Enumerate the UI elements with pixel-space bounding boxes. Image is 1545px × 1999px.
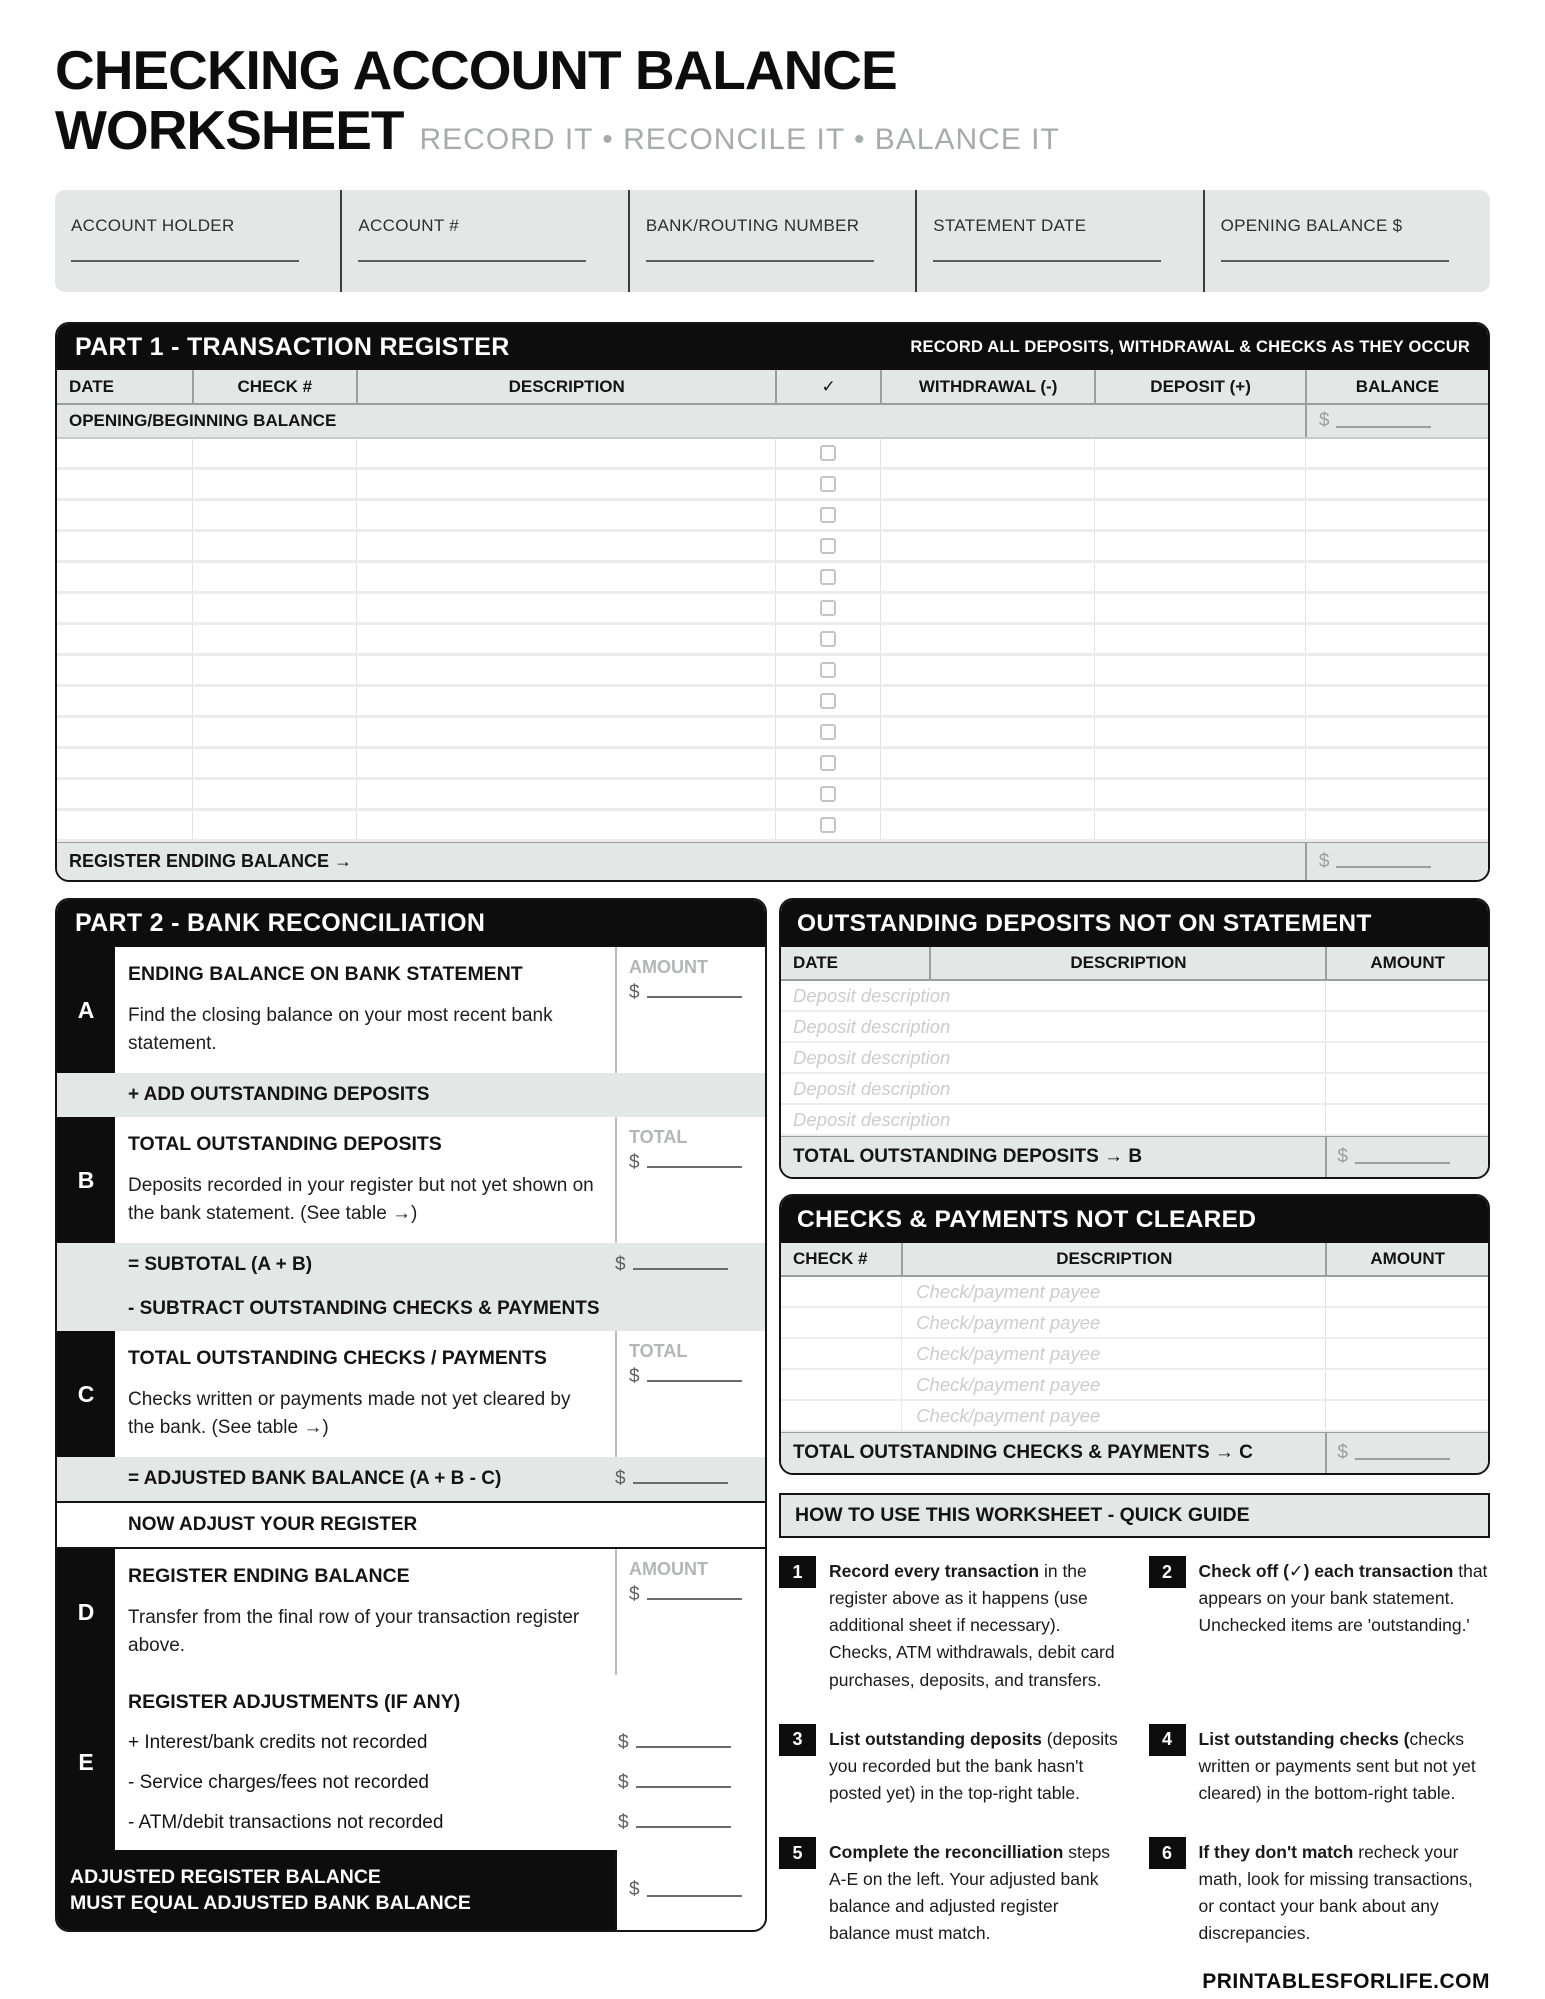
tip-6: 6 If they don't match recheck your math, look for missing transactions, or contact your bank about any discrepancies.: [1149, 1837, 1491, 1948]
withdrawal-cell[interactable]: [880, 501, 1095, 529]
row-e: [57, 1675, 765, 1850]
tip-2: 2 Check off (✓) each transaction that appears on your bank statement. Unchecked items are 'outstanding.': [1149, 1556, 1491, 1694]
description-cell[interactable]: [356, 501, 775, 529]
deposit-description-cell[interactable]: Deposit description: [793, 1015, 951, 1037]
row-a-input-line[interactable]: [647, 985, 742, 998]
tip-4: 4 List outstanding checks (checks written or payments sent but not yet cleared) in the bottom-right table.: [1149, 1724, 1491, 1807]
deposit-amount-cell[interactable]: [1325, 1105, 1488, 1134]
check-description-cell[interactable]: Check/payment payee: [901, 1308, 1325, 1337]
account-holder-field: [55, 190, 340, 292]
row-a-amount-cell: AMOUNT $: [615, 947, 765, 1073]
row-b-amount-cell: TOTAL $: [615, 1117, 765, 1243]
withdrawal-cell[interactable]: [880, 780, 1095, 808]
withdrawal-cell[interactable]: [880, 656, 1095, 684]
description-cell[interactable]: [356, 594, 775, 622]
transaction-cleared-checkbox[interactable]: [820, 662, 836, 678]
adjusted-register-balance-cell[interactable]: $: [615, 1850, 765, 1930]
deposits-col-description: DESCRIPTION: [929, 947, 1325, 979]
check-number-cell[interactable]: [192, 563, 357, 591]
withdrawal-cell[interactable]: [880, 470, 1095, 498]
deposit-cell[interactable]: [1094, 687, 1304, 715]
part2-title: PART 2 - BANK RECONCILIATION: [57, 900, 765, 947]
deposit-cell[interactable]: [1094, 470, 1304, 498]
withdrawal-cell[interactable]: [880, 625, 1095, 653]
checkmark-cell: [775, 687, 879, 715]
check-amount-cell[interactable]: [1325, 1370, 1488, 1399]
withdrawal-cell[interactable]: [880, 439, 1095, 467]
part1-header: [57, 324, 1488, 370]
tip-4-number: 4: [1149, 1724, 1186, 1756]
check-description-cell[interactable]: Check/payment payee: [901, 1370, 1325, 1399]
transaction-cleared-checkbox[interactable]: [820, 724, 836, 740]
transaction-cleared-checkbox[interactable]: [820, 507, 836, 523]
register-row: [57, 470, 1488, 501]
check-number-cell[interactable]: [192, 594, 357, 622]
subtract-checks-band: - SUBTRACT OUTSTANDING CHECKS & PAYMENTS: [57, 1287, 765, 1331]
opening-balance-label: OPENING BALANCE $: [1220, 216, 1403, 236]
deposit-cell[interactable]: [1094, 780, 1304, 808]
checks-total-input-line[interactable]: [1355, 1447, 1450, 1460]
check-number-cell[interactable]: [192, 501, 357, 529]
row-d: [57, 1549, 765, 1675]
date-cell[interactable]: [57, 625, 192, 653]
check-number-cell[interactable]: [781, 1370, 901, 1399]
check-number-cell[interactable]: [192, 470, 357, 498]
row-d-input-line[interactable]: [647, 1587, 742, 1600]
withdrawal-cell[interactable]: [880, 563, 1095, 591]
description-cell[interactable]: [356, 532, 775, 560]
deposit-amount-cell[interactable]: [1325, 981, 1488, 1010]
deposit-amount-cell[interactable]: [1325, 1012, 1488, 1041]
deposit-cell[interactable]: [1094, 439, 1304, 467]
check-amount-cell[interactable]: [1325, 1339, 1488, 1368]
col-deposit: DEPOSIT (+): [1094, 370, 1304, 403]
part1-transaction-register: [55, 322, 1490, 882]
outstanding-deposits-table: [779, 898, 1490, 1179]
deposit-row: [781, 1074, 1488, 1105]
deposit-row: [781, 981, 1488, 1012]
transaction-cleared-checkbox[interactable]: [820, 569, 836, 585]
row-c-amount-cell: TOTAL $: [615, 1331, 765, 1457]
balance-cell[interactable]: [1305, 501, 1488, 529]
part1-column-headers: [57, 370, 1488, 405]
register-ending-balance-cell[interactable]: $: [1305, 843, 1488, 880]
outstanding-deposits-title: OUTSTANDING DEPOSITS NOT ON STATEMENT: [781, 900, 1488, 947]
checkmark-cell: [775, 780, 879, 808]
deposit-description-cell[interactable]: Deposit description: [793, 1046, 951, 1068]
row-c-title: TOTAL OUTSTANDING CHECKS / PAYMENTS: [128, 1347, 547, 1370]
date-cell[interactable]: [57, 532, 192, 560]
description-cell[interactable]: [356, 625, 775, 653]
deposit-cell[interactable]: [1094, 656, 1304, 684]
check-number-cell[interactable]: [781, 1277, 901, 1306]
check-number-cell[interactable]: [192, 532, 357, 560]
tip-5-number: 5: [779, 1837, 816, 1869]
check-number-cell[interactable]: [192, 439, 357, 467]
subtotal-amount: $: [615, 1254, 765, 1276]
register-row: [57, 532, 1488, 563]
account-number-input-line[interactable]: [358, 260, 586, 262]
tip-6-number: 6: [1149, 1837, 1186, 1869]
deposit-description-cell[interactable]: Deposit description: [793, 1108, 951, 1130]
checks-col-description: DESCRIPTION: [901, 1243, 1325, 1275]
checks-not-cleared-title: CHECKS & PAYMENTS NOT CLEARED: [781, 1196, 1488, 1243]
service-charges-input-line[interactable]: [636, 1775, 731, 1788]
register-row: [57, 780, 1488, 811]
adjusted-register-input-line[interactable]: [647, 1884, 742, 1897]
description-cell[interactable]: [356, 656, 775, 684]
row-c-input-line[interactable]: [647, 1369, 742, 1382]
check-number-cell[interactable]: [781, 1308, 901, 1337]
col-checkmark: ✓: [775, 370, 879, 403]
deposits-rows: [781, 981, 1488, 1136]
check-number-cell[interactable]: [192, 625, 357, 653]
transaction-cleared-checkbox[interactable]: [820, 817, 836, 833]
checkmark-cell: [775, 439, 879, 467]
checks-col-amount: AMOUNT: [1325, 1243, 1488, 1275]
statement-date-field: [915, 190, 1202, 292]
checks-total-label: TOTAL OUTSTANDING CHECKS & PAYMENTS → C: [793, 1442, 1253, 1464]
date-cell[interactable]: [57, 501, 192, 529]
transaction-cleared-checkbox[interactable]: [820, 538, 836, 554]
row-c-letter: C: [57, 1331, 115, 1457]
tip-1-number: 1: [779, 1556, 816, 1588]
deposits-total-input-line[interactable]: [1355, 1151, 1450, 1164]
balance-cell[interactable]: [1305, 749, 1488, 777]
tip-2-number: 2: [1149, 1556, 1186, 1588]
balance-cell[interactable]: [1305, 780, 1488, 808]
deposit-description-cell[interactable]: Deposit description: [793, 1077, 951, 1099]
deposit-amount-cell[interactable]: [1325, 1043, 1488, 1072]
row-d-letter: D: [57, 1549, 115, 1675]
withdrawal-cell[interactable]: [880, 718, 1095, 746]
deposit-cell[interactable]: [1094, 625, 1304, 653]
page-subtitle: RECORD IT • RECONCILE IT • BALANCE IT: [419, 123, 1060, 157]
description-cell[interactable]: [356, 563, 775, 591]
opening-balance-cell[interactable]: $: [1305, 405, 1488, 437]
check-number-cell[interactable]: [781, 1401, 901, 1430]
col-date: DATE: [69, 376, 115, 396]
balance-cell[interactable]: [1305, 532, 1488, 560]
register-ending-balance-label: REGISTER ENDING BALANCE →: [69, 851, 353, 872]
date-cell[interactable]: [57, 749, 192, 777]
row-d-amount-label: AMOUNT: [629, 1559, 708, 1580]
deposit-cell[interactable]: [1094, 501, 1304, 529]
balance-cell[interactable]: [1305, 439, 1488, 467]
row-d-desc: Transfer from the final row of your transaction register above.: [128, 1607, 580, 1656]
tip-3: 3 List outstanding deposits (deposits you recorded but the bank hasn't posted yet) in the top-right table.: [779, 1724, 1121, 1807]
deposits-total-cell[interactable]: $: [1325, 1137, 1488, 1177]
transaction-cleared-checkbox[interactable]: [820, 755, 836, 771]
balance-cell[interactable]: [1305, 687, 1488, 715]
col-balance: BALANCE: [1305, 370, 1488, 403]
deposit-amount-cell[interactable]: [1325, 1074, 1488, 1103]
account-holder-label: ACCOUNT HOLDER: [71, 216, 235, 236]
checkmark-cell: [775, 501, 879, 529]
opening-balance-field: [1203, 190, 1490, 292]
description-cell[interactable]: [356, 749, 775, 777]
check-amount-cell[interactable]: [1325, 1308, 1488, 1337]
col-withdrawal: WITHDRAWAL (-): [880, 370, 1095, 403]
register-empty-rows: [57, 439, 1488, 842]
deposit-row: [781, 1043, 1488, 1074]
checkmark-cell: [775, 656, 879, 684]
register-ending-balance-input-line[interactable]: [1336, 855, 1431, 868]
check-number-cell[interactable]: [192, 780, 357, 808]
description-cell[interactable]: [356, 718, 775, 746]
transaction-cleared-checkbox[interactable]: [820, 693, 836, 709]
date-cell[interactable]: [57, 470, 192, 498]
balance-cell[interactable]: [1305, 656, 1488, 684]
description-cell[interactable]: [356, 470, 775, 498]
transaction-cleared-checkbox[interactable]: [820, 631, 836, 647]
checks-not-cleared-table: [779, 1194, 1490, 1475]
date-cell[interactable]: [57, 656, 192, 684]
statement-date-label: STATEMENT DATE: [933, 216, 1087, 236]
col-check-number: CHECK #: [192, 370, 357, 403]
deposits-col-date: DATE: [793, 953, 839, 973]
check-row: [781, 1339, 1488, 1370]
subtotal-band: = SUBTOTAL (A + B) $: [57, 1243, 765, 1287]
checks-col-number: CHECK #: [793, 1249, 868, 1269]
description-cell[interactable]: [356, 439, 775, 467]
interest-input-line[interactable]: [636, 1735, 731, 1748]
row-b-desc: Deposits recorded in your register but not yet shown on the bank statement. (See table →): [128, 1175, 594, 1224]
description-cell[interactable]: [356, 811, 775, 839]
deposit-cell[interactable]: [1094, 749, 1304, 777]
deposits-total-row: [781, 1136, 1488, 1177]
atm-debit-input-line[interactable]: [636, 1815, 731, 1828]
register-ending-balance-row: [57, 842, 1488, 880]
check-row: [781, 1308, 1488, 1339]
deposit-description-cell[interactable]: Deposit description: [793, 984, 951, 1006]
register-row: [57, 439, 1488, 470]
transaction-cleared-checkbox[interactable]: [820, 445, 836, 461]
register-row: [57, 811, 1488, 842]
balance-cell[interactable]: [1305, 625, 1488, 653]
col-description: DESCRIPTION: [356, 370, 775, 403]
deposit-row: [781, 1012, 1488, 1043]
row-a-letter: A: [57, 947, 115, 1073]
account-number-label: ACCOUNT #: [358, 216, 460, 236]
check-number-cell[interactable]: [192, 811, 357, 839]
balance-cell[interactable]: [1305, 811, 1488, 839]
register-row: [57, 656, 1488, 687]
checkmark-cell: [775, 749, 879, 777]
check-description-cell[interactable]: Check/payment payee: [901, 1277, 1325, 1306]
subtotal-input-line[interactable]: [633, 1257, 728, 1270]
bank-routing-label: BANK/ROUTING NUMBER: [645, 216, 860, 236]
checkmark-cell: [775, 470, 879, 498]
tip-5: 5 Complete the reconcilliation steps A-E on the left. Your adjusted bank balance and adjusted register balance must match.: [779, 1837, 1121, 1948]
check-description-cell[interactable]: Check/payment payee: [901, 1401, 1325, 1430]
description-cell[interactable]: [356, 687, 775, 715]
adjusted-register-balance-line1: ADJUSTED REGISTER BALANCE: [70, 1866, 381, 1889]
transaction-cleared-checkbox[interactable]: [820, 600, 836, 616]
row-e-title: REGISTER ADJUSTMENTS (IF ANY): [128, 1691, 461, 1714]
register-row: [57, 749, 1488, 780]
checkmark-cell: [775, 718, 879, 746]
check-description-cell[interactable]: Check/payment payee: [901, 1339, 1325, 1368]
transaction-cleared-checkbox[interactable]: [820, 476, 836, 492]
balance-cell[interactable]: [1305, 594, 1488, 622]
account-info-bar: [55, 190, 1490, 292]
deposit-cell[interactable]: [1094, 563, 1304, 591]
check-amount-cell[interactable]: [1325, 1401, 1488, 1430]
checks-column-headers: [781, 1243, 1488, 1277]
register-row: [57, 625, 1488, 656]
row-a-desc: Find the closing balance on your most recent bank statement.: [128, 1005, 553, 1054]
row-b-letter: B: [57, 1117, 115, 1243]
check-row: [781, 1277, 1488, 1308]
row-c-amount-label: TOTAL: [629, 1341, 688, 1362]
deposit-cell[interactable]: [1094, 594, 1304, 622]
register-row: [57, 687, 1488, 718]
page-title-line1: CHECKING ACCOUNT BALANCE: [55, 39, 897, 101]
deposit-cell[interactable]: [1094, 811, 1304, 839]
register-row: [57, 594, 1488, 625]
check-row: [781, 1370, 1488, 1401]
add-deposits-band: + ADD OUTSTANDING DEPOSITS: [57, 1073, 765, 1117]
adjustment-atm-debit: - ATM/debit transactions not recorded $: [128, 1812, 755, 1834]
bank-routing-input-line[interactable]: [646, 260, 874, 262]
adjusted-register-balance-row: [57, 1850, 765, 1930]
opening-balance-row-label: OPENING/BEGINNING BALANCE: [69, 411, 337, 431]
check-number-cell[interactable]: [781, 1339, 901, 1368]
date-cell[interactable]: [57, 780, 192, 808]
adjusted-bank-balance-band: = ADJUSTED BANK BALANCE (A + B - C) $: [57, 1457, 765, 1501]
check-row: [781, 1401, 1488, 1432]
adjustment-service-charges: - Service charges/fees not recorded $: [128, 1772, 755, 1794]
row-a-title: ENDING BALANCE ON BANK STATEMENT: [128, 963, 523, 986]
part1-note: RECORD ALL DEPOSITS, WITHDRAWAL & CHECKS AS THEY OCCUR: [910, 337, 1470, 356]
page-title-line2: WORKSHEET: [55, 99, 404, 162]
deposits-column-headers: [781, 947, 1488, 981]
row-c-desc: Checks written or payments made not yet cleared by the bank. (See table →): [128, 1389, 571, 1438]
withdrawal-cell[interactable]: [880, 749, 1095, 777]
row-b-amount-label: TOTAL: [629, 1127, 688, 1148]
row-a-amount-label: AMOUNT: [629, 957, 708, 978]
description-cell[interactable]: [356, 780, 775, 808]
check-number-cell[interactable]: [192, 749, 357, 777]
row-b: [57, 1117, 765, 1243]
checkmark-cell: [775, 594, 879, 622]
date-cell[interactable]: [57, 594, 192, 622]
check-number-cell[interactable]: [192, 687, 357, 715]
deposit-cell[interactable]: [1094, 718, 1304, 746]
row-e-letter: E: [57, 1675, 115, 1850]
checks-rows: [781, 1277, 1488, 1432]
check-number-cell[interactable]: [192, 718, 357, 746]
adjusted-bank-balance-amount: $: [615, 1468, 765, 1490]
row-d-amount-cell: AMOUNT $: [615, 1549, 765, 1675]
part2-bank-reconciliation: [55, 898, 767, 1932]
tip-3-number: 3: [779, 1724, 816, 1756]
opening-balance-input-line[interactable]: [1336, 415, 1431, 428]
balance-cell[interactable]: [1305, 718, 1488, 746]
withdrawal-cell[interactable]: [880, 811, 1095, 839]
adjusted-register-balance-line2: MUST EQUAL ADJUSTED BANK BALANCE: [70, 1892, 471, 1915]
row-b-title: TOTAL OUTSTANDING DEPOSITS: [128, 1133, 442, 1156]
account-number-field: [340, 190, 627, 292]
register-row: [57, 718, 1488, 749]
checks-total-cell[interactable]: $: [1325, 1433, 1488, 1473]
withdrawal-cell[interactable]: [880, 532, 1095, 560]
deposit-cell[interactable]: [1094, 532, 1304, 560]
checkmark-cell: [775, 563, 879, 591]
deposits-total-label: TOTAL OUTSTANDING DEPOSITS → B: [793, 1146, 1143, 1168]
checkmark-cell: [775, 811, 879, 839]
date-cell[interactable]: [57, 687, 192, 715]
transaction-cleared-checkbox[interactable]: [820, 786, 836, 802]
date-cell[interactable]: [57, 718, 192, 746]
balance-cell[interactable]: [1305, 563, 1488, 591]
checks-total-row: [781, 1432, 1488, 1473]
withdrawal-cell[interactable]: [880, 594, 1095, 622]
row-b-input-line[interactable]: [647, 1155, 742, 1168]
adjusted-bank-input-line[interactable]: [633, 1471, 728, 1484]
site-footer: PRINTABLESFORLIFE.COM: [1202, 1969, 1490, 1993]
quick-guide-title: HOW TO USE THIS WORKSHEET - QUICK GUIDE: [779, 1493, 1490, 1538]
withdrawal-cell[interactable]: [880, 687, 1095, 715]
checkmark-cell: [775, 625, 879, 653]
now-adjust-band: NOW ADJUST YOUR REGISTER: [57, 1501, 765, 1549]
tip-1: 1 Record every transaction in the register above as it happens (use additional sheet if necessary). Checks, ATM withdrawals, debit card purchases, deposits, and transfers.: [779, 1556, 1121, 1694]
row-a: [57, 947, 765, 1073]
deposits-col-amount: AMOUNT: [1325, 947, 1488, 979]
quick-guide: [779, 1493, 1490, 1948]
row-d-title: REGISTER ENDING BALANCE: [128, 1565, 410, 1588]
part1-title: PART 1 - TRANSACTION REGISTER: [75, 332, 510, 361]
date-cell[interactable]: [57, 811, 192, 839]
check-number-cell[interactable]: [192, 656, 357, 684]
opening-balance-input-line[interactable]: [1221, 260, 1449, 262]
check-amount-cell[interactable]: [1325, 1277, 1488, 1306]
deposit-row: [781, 1105, 1488, 1136]
opening-balance-row: [57, 405, 1488, 439]
bank-routing-field: [628, 190, 915, 292]
checkmark-cell: [775, 532, 879, 560]
date-cell[interactable]: [57, 439, 192, 467]
date-cell[interactable]: [57, 563, 192, 591]
adjustment-interest: + Interest/bank credits not recorded $: [128, 1732, 755, 1754]
statement-date-input-line[interactable]: [933, 260, 1161, 262]
balance-cell[interactable]: [1305, 470, 1488, 498]
account-holder-input-line[interactable]: [71, 260, 299, 262]
row-c: [57, 1331, 765, 1457]
register-row: [57, 563, 1488, 594]
register-row: [57, 501, 1488, 532]
